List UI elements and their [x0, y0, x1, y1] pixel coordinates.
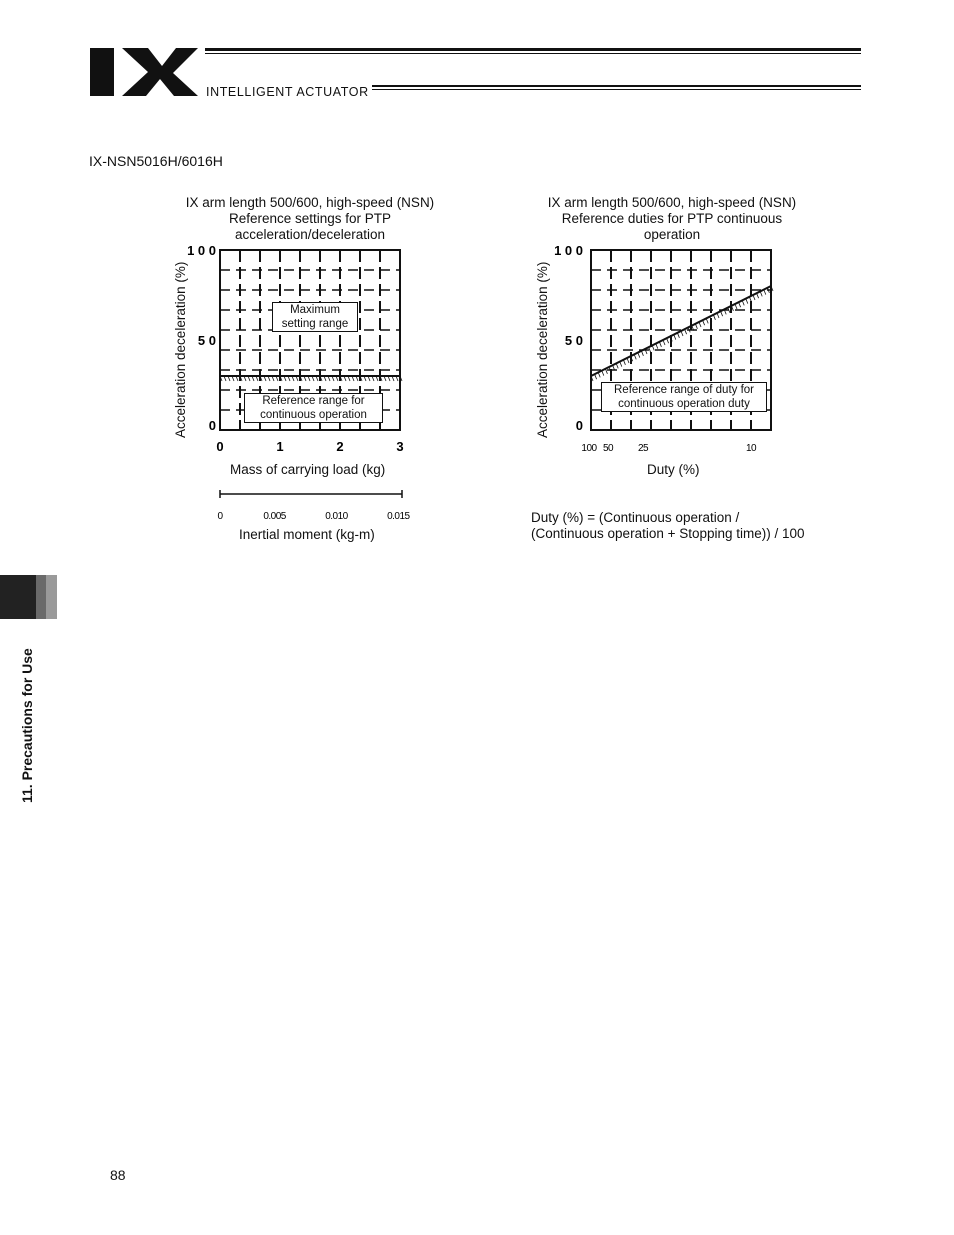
y-tick-label: 5 0 — [564, 333, 583, 348]
y-tick-label: 0 — [208, 418, 216, 433]
x-tick-label: 50 — [602, 443, 614, 454]
x-tick-label: 3 — [396, 439, 404, 454]
chart1-xlabel: Mass of carrying load (kg) — [230, 462, 386, 477]
chart1-plot — [187, 240, 410, 460]
secondary-tick-label: 0 — [217, 511, 223, 522]
chart1-title-line: IX arm length 500/600, high-speed (NSN) — [185, 195, 435, 210]
chart2-box-ref-line: continuous operation duty — [618, 398, 750, 410]
secondary-tick-label: 0.010 — [325, 511, 348, 522]
chart2-box-ref — [601, 382, 767, 412]
chart1-box-max-line: Maximum — [290, 304, 340, 316]
chart2-xlabel: Duty (%) — [647, 462, 700, 477]
chart1-ylabel: Acceleration deceleration (%) — [173, 261, 188, 438]
chart1-title-line: Reference settings for PTP — [228, 211, 392, 226]
chapter-tab-dark — [0, 575, 36, 619]
chart2-title-line: operation — [643, 227, 701, 242]
chart1-box-max — [272, 302, 358, 332]
chart2-box-ref-line: Reference range of duty for — [614, 384, 754, 396]
chart1-box-max-line: setting range — [281, 318, 349, 330]
secondary-tick-label: 0.015 — [387, 511, 410, 522]
x-tick-label: 25 — [637, 443, 649, 454]
chapter-tab-light — [46, 575, 57, 619]
ix-logo — [88, 46, 200, 98]
chart2-title-line: Reference duties for PTP continuous — [561, 211, 783, 226]
secondary-tick-label: 0.005 — [263, 511, 286, 522]
x-tick-label: 1 — [276, 439, 284, 454]
x-tick-label: 100 — [581, 443, 597, 454]
chart2-title-line: IX arm length 500/600, high-speed (NSN) — [547, 195, 797, 210]
chart1-xlabel2: Inertial moment (kg-m) — [239, 527, 375, 542]
chart1-title-line: acceleration/deceleration — [234, 227, 386, 242]
y-tick-label: 1 0 0 — [554, 243, 583, 258]
y-tick-label: 5 0 — [197, 333, 216, 348]
page-number: 88 — [110, 1167, 126, 1183]
chart1-box-ref — [244, 393, 383, 423]
x-tick-label: 10 — [745, 443, 757, 454]
y-tick-label: 0 — [575, 418, 583, 433]
y-tick-label: 1 0 0 — [187, 243, 216, 258]
duty-formula-line: (Continuous operation + Stopping time)) / 100 — [531, 526, 805, 541]
duty-formula — [531, 510, 851, 542]
chart1-title — [170, 195, 450, 243]
header-rule-top — [205, 48, 861, 51]
chart2-plot — [555, 240, 775, 460]
chart1-secondary-axis — [210, 486, 416, 526]
header-rule-mid — [205, 53, 861, 54]
x-tick-label: 2 — [336, 439, 344, 454]
header-rule-low2 — [372, 89, 861, 90]
model-heading: IX-NSN5016H/6016H — [89, 153, 223, 169]
chapter-tab-grey — [36, 575, 46, 619]
header — [0, 0, 954, 110]
chart1-box-ref-line: continuous operation — [260, 409, 367, 421]
duty-formula-line: Duty (%) = (Continuous operation / — [531, 510, 740, 525]
header-rule-low — [372, 85, 861, 87]
chart2-title — [532, 195, 812, 243]
chart1-box-ref-line: Reference range for — [262, 395, 365, 407]
chapter-label: 11. Precautions for Use — [19, 648, 35, 803]
company-name: INTELLIGENT ACTUATOR — [206, 85, 369, 99]
chart2-ylabel: Acceleration deceleration (%) — [535, 261, 550, 438]
x-tick-label: 0 — [216, 439, 224, 454]
